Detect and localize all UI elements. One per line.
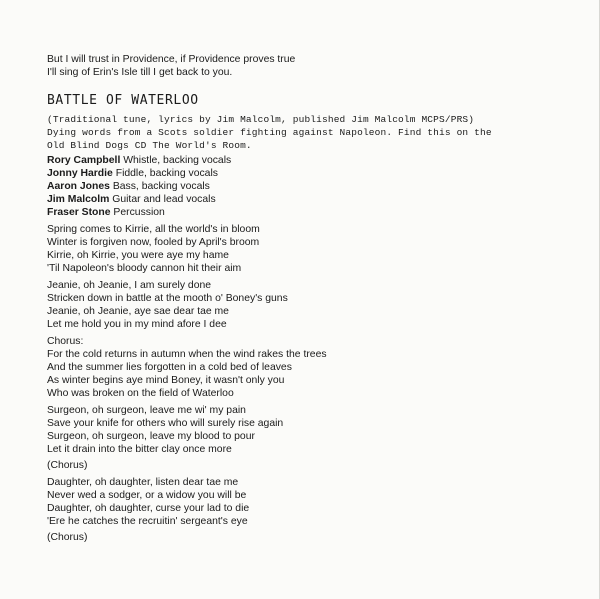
lyric-line: But I will trust in Providence, if Providence proves true xyxy=(47,54,296,65)
lyric-line: 'Ere he catches the recruitin' sergeant's eye xyxy=(47,515,248,527)
credit-row xyxy=(47,155,231,168)
musician-role: Whistle, backing vocals xyxy=(123,155,232,166)
lyric-line: Jeanie, oh Jeanie, aye sae dear tae me xyxy=(47,305,229,317)
lyric-line: Jeanie, oh Jeanie, I am surely done xyxy=(47,280,212,291)
musician-name: Jonny Hardie xyxy=(47,167,113,179)
credits-list xyxy=(47,155,231,220)
lyric-line: Let me hold you in my mind afore I dee xyxy=(47,318,227,330)
song-description xyxy=(47,113,492,152)
credit-row xyxy=(47,194,231,207)
lyric-line: Surgeon, oh surgeon, leave my blood to pour xyxy=(47,430,255,442)
lyric-line: Never wed a sodger, or a widow you will be xyxy=(47,489,247,501)
credit-row xyxy=(47,181,231,194)
musician-name: Fraser Stone xyxy=(47,206,111,218)
musician-role: Fiddle, backing vocals xyxy=(115,167,218,179)
stanza-4 xyxy=(47,477,249,529)
lyric-line: Winter is forgiven now, fooled by April's broom xyxy=(47,236,260,248)
lyric-line: Kirrie, oh Kirrie, you were aye my hame xyxy=(47,249,229,261)
lyric-line: Spring comes to Kirrie, all the world's in bloom xyxy=(47,224,260,235)
musician-name: Rory Campbell xyxy=(47,155,121,166)
musician-role: Percussion xyxy=(113,206,165,218)
musician-name: Jim Malcolm xyxy=(47,193,110,205)
chorus-label: Chorus: xyxy=(47,336,84,347)
chorus xyxy=(47,336,327,401)
chorus-label: (Chorus) xyxy=(47,460,88,471)
description-line: Dying words from a Scots soldier fighting against Napoleon. Find this on the xyxy=(47,127,492,138)
lyric-line: Daughter, oh daughter, listen dear tae me xyxy=(47,477,239,488)
credit-row xyxy=(47,168,231,181)
description-line: Old Blind Dogs CD The World's Room. xyxy=(47,140,252,151)
lyric-line: Surgeon, oh surgeon, leave me wi' my pain xyxy=(47,405,246,416)
lyric-line: 'Til Napoleon's bloody cannon hit their aim xyxy=(47,262,242,274)
musician-role: Guitar and lead vocals xyxy=(112,193,216,205)
lyric-line: Save your knife for others who will surely rise again xyxy=(47,417,284,429)
lyric-line: Daughter, oh daughter, curse your lad to die xyxy=(47,502,250,514)
lyric-line: Let it drain into the bitter clay once more xyxy=(47,443,232,455)
musician-role: Bass, backing vocals xyxy=(112,180,210,192)
chorus-reference xyxy=(47,460,87,473)
lyric-line: Who was broken on the field of Waterloo xyxy=(47,387,234,399)
lyric-line: Stricken down in battle at the mooth o' Boney's guns xyxy=(47,292,288,304)
description-line: (Traditional tune, lyrics by Jim Malcolm, published Jim Malcolm MCPS/PRS) xyxy=(47,114,475,125)
stanza-3 xyxy=(47,405,283,457)
stanza-2 xyxy=(47,280,288,332)
chorus-reference xyxy=(47,532,87,545)
lyric-line: And the summer lies forgotten in a cold bed of leaves xyxy=(47,361,292,373)
chorus-label: (Chorus) xyxy=(47,532,88,543)
lyric-line: For the cold returns in autumn when the wind rakes the trees xyxy=(47,348,327,360)
intro-lyrics xyxy=(47,54,295,80)
song-title: BATTLE OF WATERLOO xyxy=(47,93,199,108)
lyric-line: I'll sing of Erin's Isle till I get back to you. xyxy=(47,66,233,78)
lyric-line: As winter begins aye mind Boney, it wasn't only you xyxy=(47,374,285,386)
musician-name: Aaron Jones xyxy=(47,180,110,192)
stanza-1 xyxy=(47,224,260,276)
credit-row xyxy=(47,207,231,220)
